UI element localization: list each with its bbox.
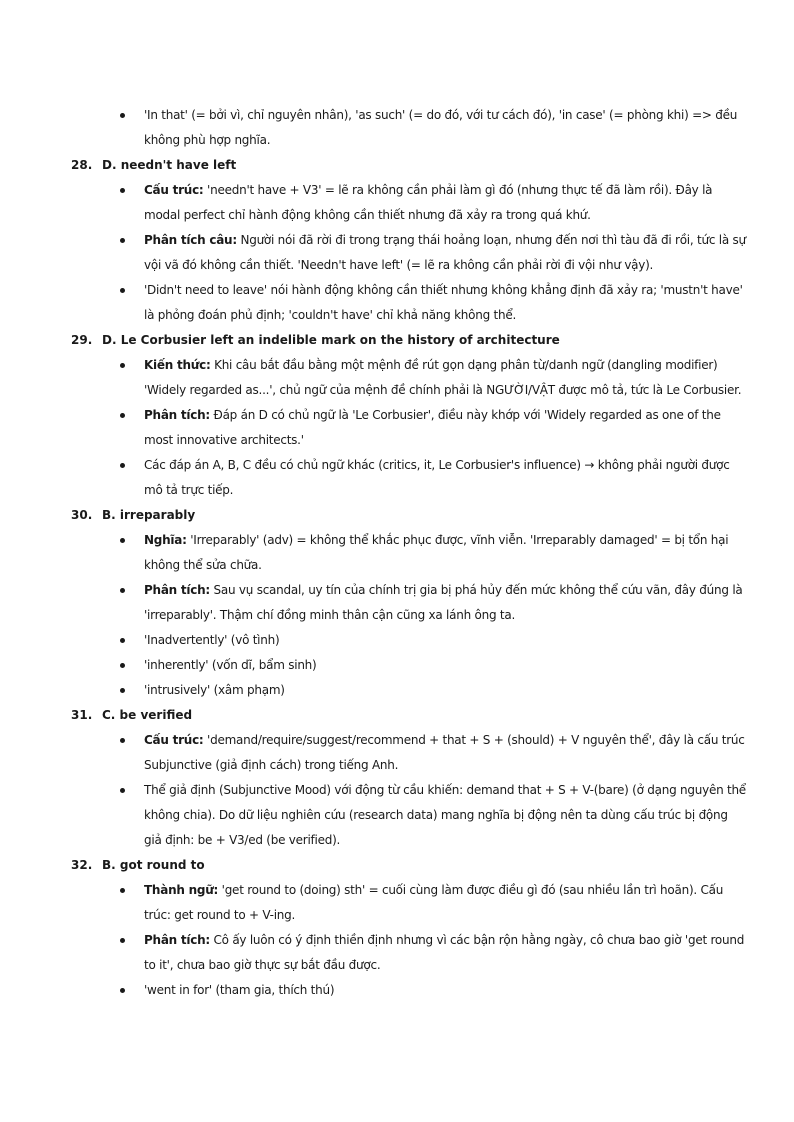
question-answer-heading [71,153,794,178]
explanation-item [144,628,748,653]
bullet-dot [120,288,125,293]
answer-choice: C. be verified [102,708,193,722]
explanation-label: Cấu trúc: [144,183,204,197]
explanation-item [144,728,748,778]
explanation-list [0,103,794,153]
explanation-text: Thể giả định (Subjunctive Mood) với động từ cầu khiến: demand that + S + V-(bare) (ở dạng nguyên thể không chia). Do dữ liệu nghiên cứu (research data) mang nghĩa bị động nên ta dùng cấu trúc bị động giả định: be + V3/ed (be verified). [144,783,746,847]
explanation-item [144,103,748,153]
bullet-dot [120,638,125,643]
bullet-dot [120,538,125,543]
explanation-item [144,278,748,328]
explanation-text: Sau vụ scandal, uy tín của chính trị gia bị phá hủy đến mức không thể cứu vãn, đây đúng là 'irreparably'. Thậm chí đồng minh thân cận cũng xa lánh ông ta. [144,583,743,622]
explanation-item [144,878,748,928]
explanation-list [0,878,794,1003]
explanation-list [0,353,794,503]
explanation-label: Nghĩa: [144,533,187,547]
bullet-dot [120,363,125,368]
explanation-item [144,178,748,228]
explanation-item [144,353,748,403]
question-number: 29. [71,333,93,347]
explanation-item [144,678,748,703]
bullet-dot [120,688,125,693]
explanation-label: Cấu trúc: [144,733,204,747]
explanation-text: 'In that' (= bởi vì, chỉ nguyên nhân), 'as such' (= do đó, với tư cách đó), 'in case' (= phòng khi) => đều không phù hợp nghĩa. [144,108,738,147]
answer-choice: B. irreparably [102,508,196,522]
bullet-dot [120,888,125,893]
answer-choice: B. got round to [102,858,205,872]
bullet-dot [120,988,125,993]
question-number: 28. [71,158,93,172]
bullet-dot [120,413,125,418]
explanation-text: 'went in for' (tham gia, thích thú) [144,983,335,997]
bullet-dot [120,738,125,743]
explanation-text: Đáp án D có chủ ngữ là 'Le Corbusier', điều này khớp với 'Widely regarded as one of the most innovative architects.' [144,408,721,447]
explanation-text: Người nói đã rời đi trong trạng thái hoảng loạn, nhưng đến nơi thì tàu đã đi rồi, tức là sự vội vã đó không cần thiết. 'Needn't have left' (= lẽ ra không cần phải rời đi vội như vậy). [144,233,746,272]
explanation-list [0,528,794,703]
explanation-label: Phân tích: [144,933,210,947]
explanation-text: 'inherently' (vốn dĩ, bẩm sinh) [144,658,317,672]
explanation-text: 'Didn't need to leave' nói hành động không cần thiết nhưng không khẳng định đã xảy ra; 'mustn't have' là phỏng đoán phủ định; 'couldn't have' chỉ khả năng không thể. [144,283,743,322]
question-number: 32. [71,858,93,872]
question-number: 31. [71,708,93,722]
bullet-dot [120,938,125,943]
explanation-item [144,528,748,578]
explanation-label: Thành ngữ: [144,883,219,897]
answer-choice: D. needn't have left [102,158,237,172]
explanation-item [144,228,748,278]
answer-choice: D. Le Corbusier left an indelible mark on the history of architecture [102,333,560,347]
explanation-text: 'intrusively' (xâm phạm) [144,683,285,697]
bullet-dot [120,113,125,118]
explanation-text: Cô ấy luôn có ý định thiền định nhưng vì các bận rộn hằng ngày, cô chưa bao giờ 'get round to it', chưa bao giờ thực sự bắt đầu được. [144,933,745,972]
explanation-list [0,178,794,328]
explanation-text: Các đáp án A, B, C đều có chủ ngữ khác (critics, it, Le Corbusier's influence) → không phải người được mô tả trực tiếp. [144,458,730,497]
explanation-text: 'Inadvertently' (vô tình) [144,633,280,647]
explanation-item [144,653,748,678]
explanation-text: 'get round to (doing) sth' = cuối cùng làm được điều gì đó (sau nhiều lần trì hoãn). Cấu trúc: get round to + V-ing. [144,883,724,922]
explanation-label: Kiến thức: [144,358,211,372]
bullet-dot [120,588,125,593]
explanation-label: Phân tích câu: [144,233,237,247]
bullet-dot [120,188,125,193]
explanation-label: Phân tích: [144,583,210,597]
explanation-text: 'demand/require/suggest/recommend + that + S + (should) + V nguyên thể', đây là cấu trúc Subjunctive (giả định cách) trong tiếng Anh. [144,733,745,772]
explanation-item [144,778,748,853]
explanation-item [144,578,748,628]
question-answer-heading [71,853,794,878]
explanation-text: 'needn't have + V3' = lẽ ra không cần phải làm gì đó (nhưng thực tế đã làm rồi). Đây là modal perfect chỉ hành động không cần thiết nhưng đã xảy ra trong quá khứ. [144,183,713,222]
explanation-item [144,453,748,503]
explanation-text: Khi câu bắt đầu bằng một mệnh đề rút gọn dạng phân từ/danh ngữ (dangling modifier) 'Widely regarded as...', chủ ngữ của mệnh đề chính phải là NGƯỜI/VẬT được mô tả, tức là Le Corbusier. [144,358,742,397]
question-answer-heading [71,503,794,528]
explanation-text: 'Irreparably' (adv) = không thể khắc phục được, vĩnh viễn. 'Irreparably damaged' = bị tổn hại không thể sửa chữa. [144,533,729,572]
explanation-label: Phân tích: [144,408,210,422]
bullet-dot [120,663,125,668]
explanation-item [144,928,748,978]
explanation-item [144,978,748,1003]
bullet-dot [120,463,125,468]
question-answer-heading [71,703,794,728]
question-answer-heading [71,328,794,353]
explanation-list [0,728,794,853]
question-number: 30. [71,508,93,522]
answer-explanations [0,103,794,1003]
explanation-item [144,403,748,453]
bullet-dot [120,238,125,243]
bullet-dot [120,788,125,793]
